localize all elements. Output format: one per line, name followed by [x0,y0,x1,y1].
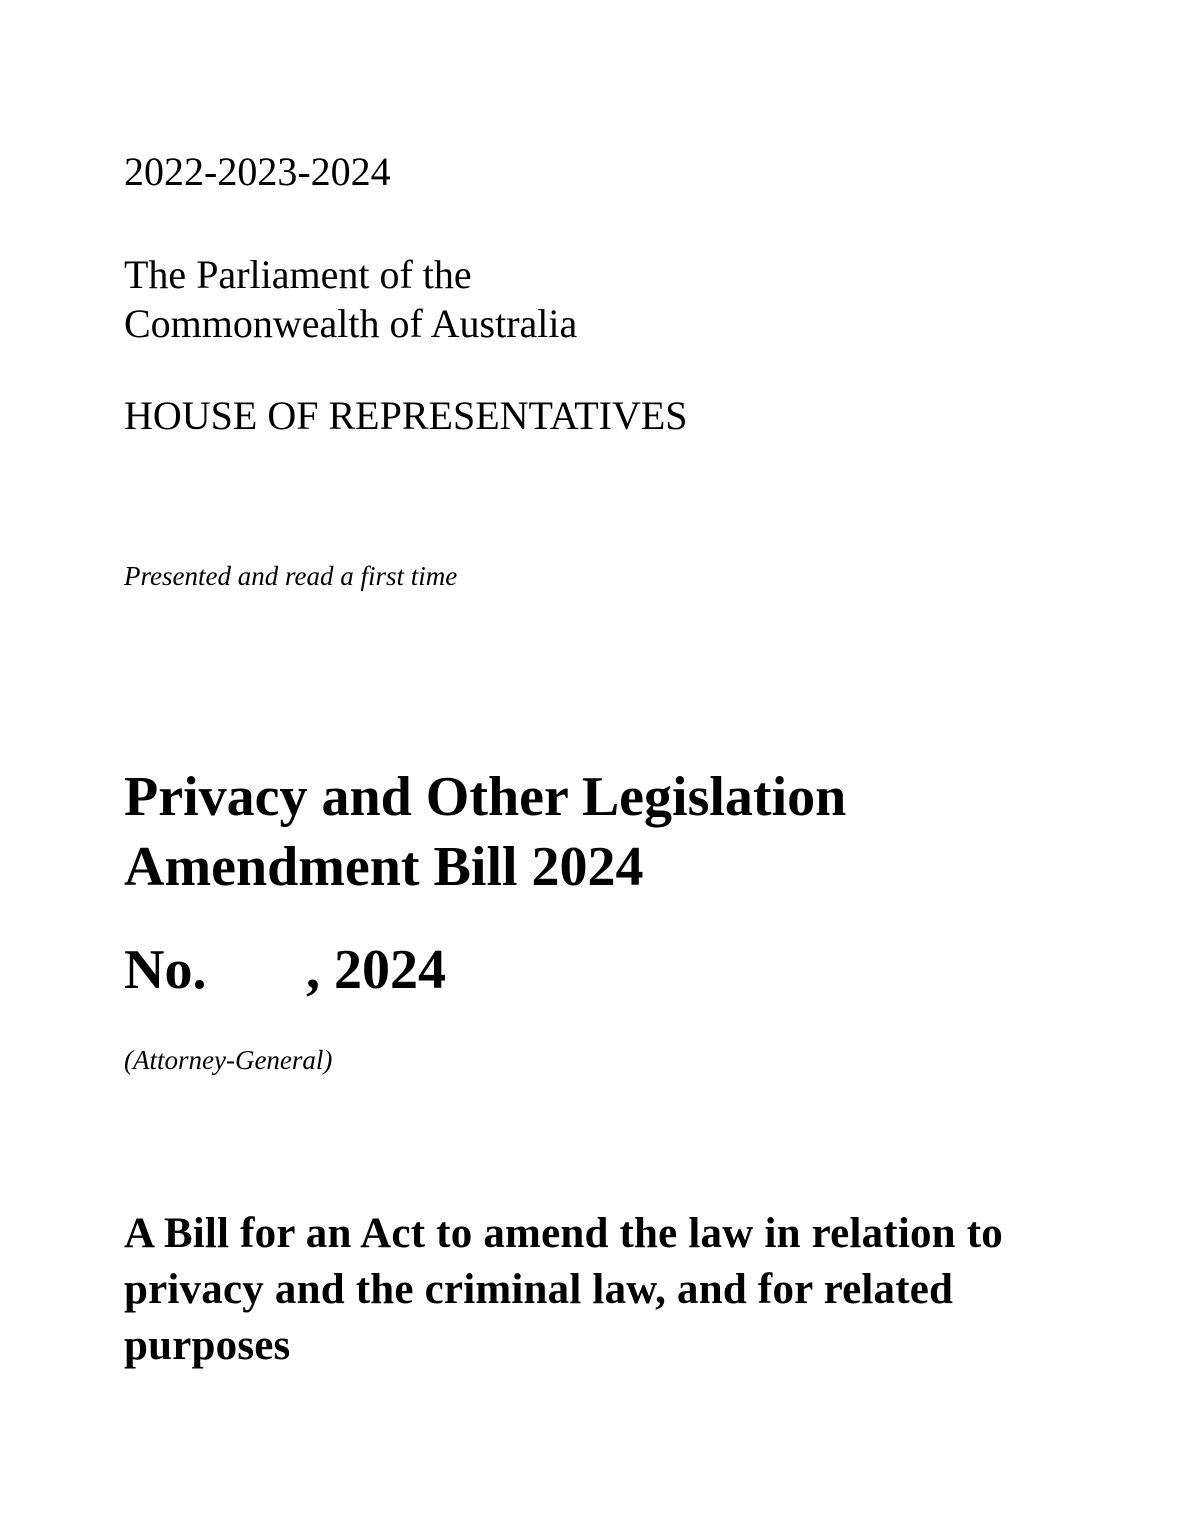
bill-title-line-1: Privacy and Other Legislation [124,766,847,828]
sponsor: (Attorney-General) [124,1045,333,1075]
long-title [124,1206,1134,1374]
bill-title-line-2: Amendment Bill 2024 [124,836,644,898]
parliament-name-line-1: The Parliament of the [124,252,472,297]
bill-number-year: , 2024 [306,939,446,1001]
bill-number-prefix: No. [124,939,207,1001]
parliament-name [124,250,577,348]
long-title-line-1: A Bill for an Act to amend the law in relation to [124,1210,1003,1257]
parliament-name-line-2: Commonwealth of Australia [124,301,578,346]
long-title-line-2: privacy and the criminal law, and for related [124,1266,954,1313]
presented-note: Presented and read a first time [124,561,458,591]
house-name: HOUSE OF REPRESENTATIVES [124,393,688,438]
long-title-line-3: purposes [124,1322,291,1369]
bill-title [124,762,846,902]
bill-number [124,939,446,1001]
parliamentary-session: 2022-2023-2024 [124,149,391,194]
